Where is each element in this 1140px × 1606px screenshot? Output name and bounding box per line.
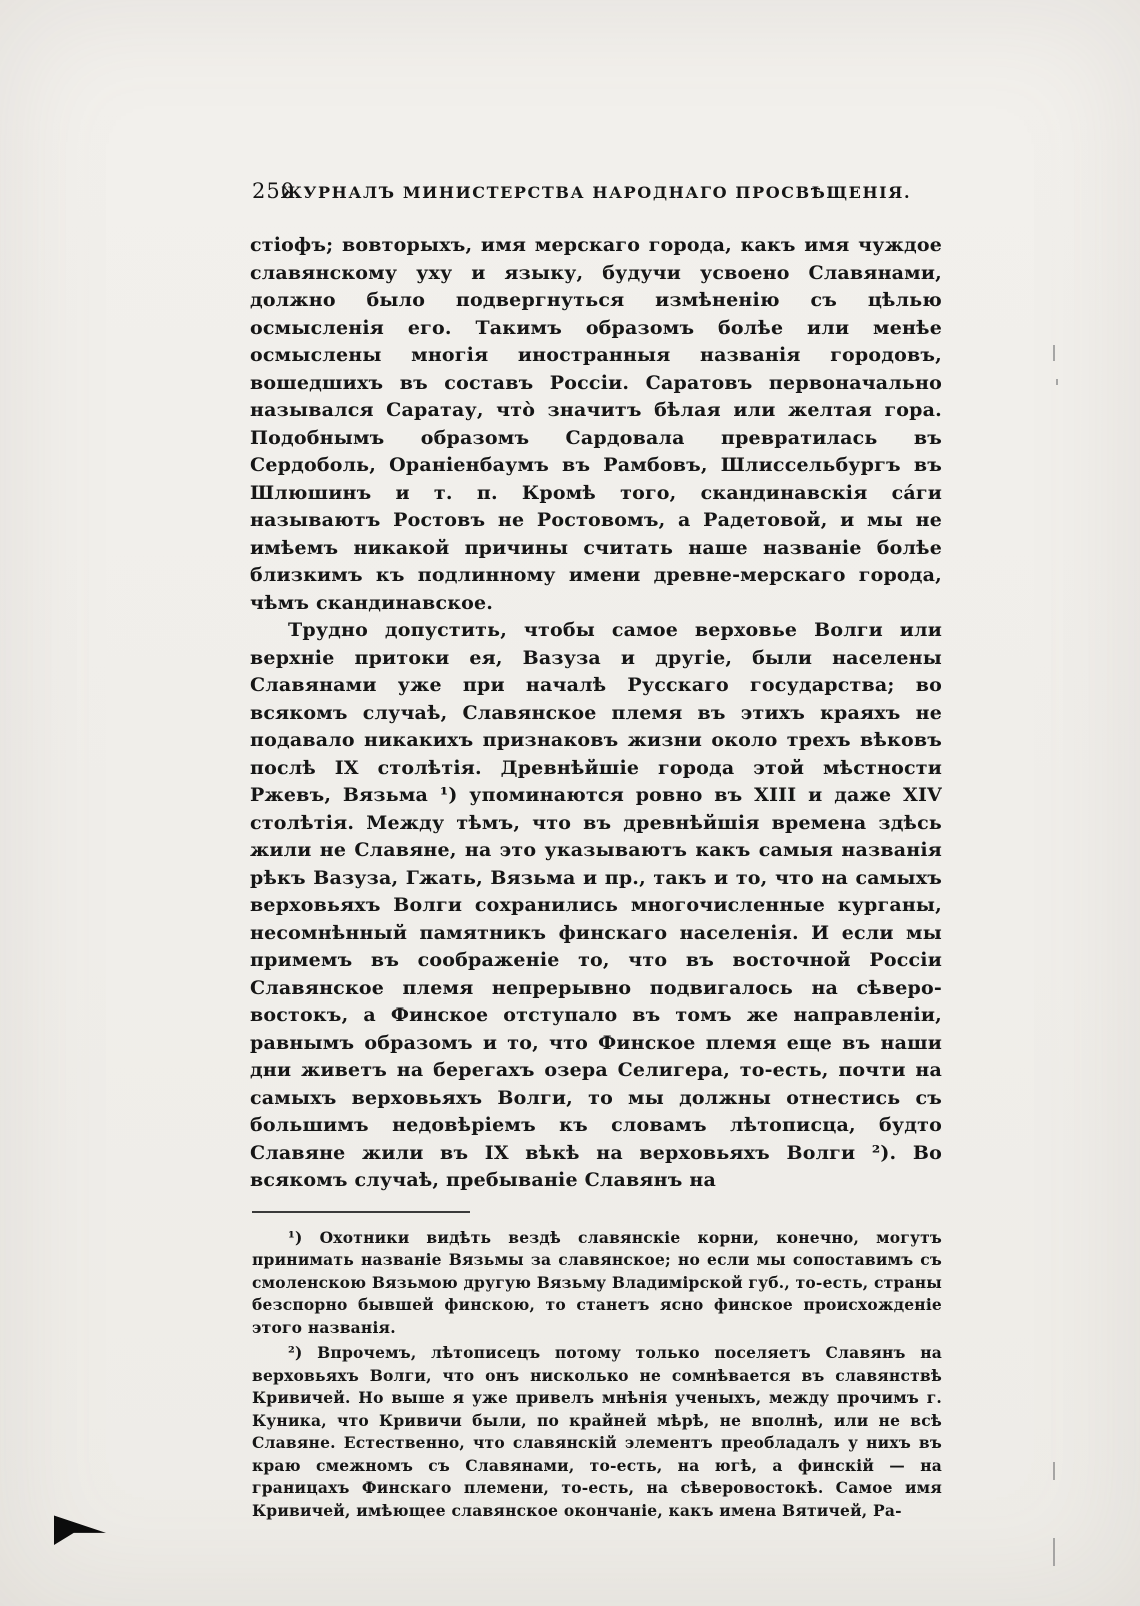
scan-artifact-edge-tick <box>1053 1462 1055 1480</box>
footnote-separator <box>252 1211 470 1213</box>
body-text <box>250 232 942 1195</box>
page-content <box>250 178 942 1525</box>
footnote-text: Впрочемъ, лѣтописецъ потому только поселяетъ Славянъ на верховьяхъ Волги, что онъ нисколько не сомнѣвается въ славянствѣ Кривичей. Но выше я уже привелъ мнѣнія ученыхъ, между прочимъ г. Куника, что Кривичи были, по крайней мѣрѣ, не вполнѣ, или не всѣ Славяне. Естественно, что славянскій элементъ преобладалъ у нихъ въ краю смежномъ съ Славянами, то-есть, на югѣ, а финскій — на границахъ Финскаго племени, то-есть, на сѣверовостокѣ. Самое имя Кривичей, имѣющее славянское окончаніе, какъ имена Вятичей, Ра- <box>252 1343 942 1520</box>
page-number: 250 <box>252 179 296 203</box>
scan-artifact-edge-tick <box>1056 379 1058 385</box>
footnote <box>252 1342 942 1522</box>
running-head: ЖУРНАЛЪ МИНИСТЕРСТВА НАРОДНАГО ПРОСВѢЩЕНІЯ. <box>280 183 912 202</box>
scan-artifact-corner-mark <box>54 1513 106 1545</box>
footnote-marker: ¹) <box>288 1227 303 1247</box>
page-header <box>250 178 942 208</box>
scan-artifact-edge-tick <box>1053 1538 1055 1566</box>
body-paragraph: стіофъ; вовторыхъ, имя мерскаго города, какъ имя чуждое славянскому уху и языку, будучи усвоено Славянами, должно было подвергнуться измѣненію съ цѣлью осмысленія его. Такимъ образомъ болѣе или менѣе осмыслены многія иностранныя названія городовъ, вошедшихъ въ составъ Россіи. Саратовъ первоначально назывался Саратау, чтò значитъ бѣлая или желтая гора. Подобнымъ образомъ Сардовала превратилась въ Сердоболь, Ораніенбаумъ въ Рамбовъ, Шлиссельбургъ въ Шлюшинъ и т. п. Кромѣ того, скандинавскія сáги называютъ Ростовъ не Ростовомъ, а Радетовой, и мы не имѣемъ никакой причины считать наше названіе болѣе близкимъ къ подлинному имени древне-мерскаго города, чѣмъ скандинавское. <box>250 234 942 614</box>
body-paragraph: Трудно допустить, чтобы самое верховье Волги или верхніе притоки ея, Вазуза и другіе, были населены Славянами уже при началѣ Русскаго государства; во всякомъ случаѣ, Славянское племя въ этихъ краяхъ не подавало никакихъ признаковъ жизни около трехъ вѣковъ послѣ IX столѣтія. Древнѣйшіе города этой мѣстности Ржевъ, Вязьма ¹) упоминаются ровно въ XIII и даже XIV столѣтія. Между тѣмъ, что въ древнѣйшія времена здѣсь жили не Славяне, на это указываютъ какъ самыя названія рѣкъ Вазуза, Гжать, Вязьма и пр., такъ и то, что на самыхъ верховьяхъ Волги сохранились многочисленные курганы, несомнѣнный памятникъ финскаго населенія. И если мы примемъ въ соображеніе то, что въ восточной Россіи Славянское племя непрерывно подвигалось на сѣверо-востокъ, а Финское отступало въ томъ же направленіи, равнымъ образомъ и то, что Финское племя еще въ наши дни живетъ на берегахъ озера Селигера, то-есть, почти на самыхъ верховьяхъ Волги, то мы должны отнестись съ большимъ недовѣріемъ къ словамъ лѣтописца, будто Славяне жили въ IX вѣкѣ на верховьяхъ Волги ²). Во всякомъ случаѣ, пребываніе Славянъ на <box>250 619 942 1191</box>
scan-artifact-edge-tick <box>1053 345 1055 361</box>
footnotes <box>250 1227 942 1523</box>
footnote <box>252 1227 942 1340</box>
footnote-marker: ²) <box>288 1343 303 1362</box>
footnote-text: Охотники видѣть вездѣ славянскіе корни, конечно, могутъ принимать названіе Вязьмы за славянское; но если мы сопоставимъ съ смоленскою Вязьмою другую Вязьму Владимірской губ., то-есть, страны безспорно бывшей финскою, то станетъ ясно финское происхожденіе этого названія. <box>252 1227 942 1337</box>
